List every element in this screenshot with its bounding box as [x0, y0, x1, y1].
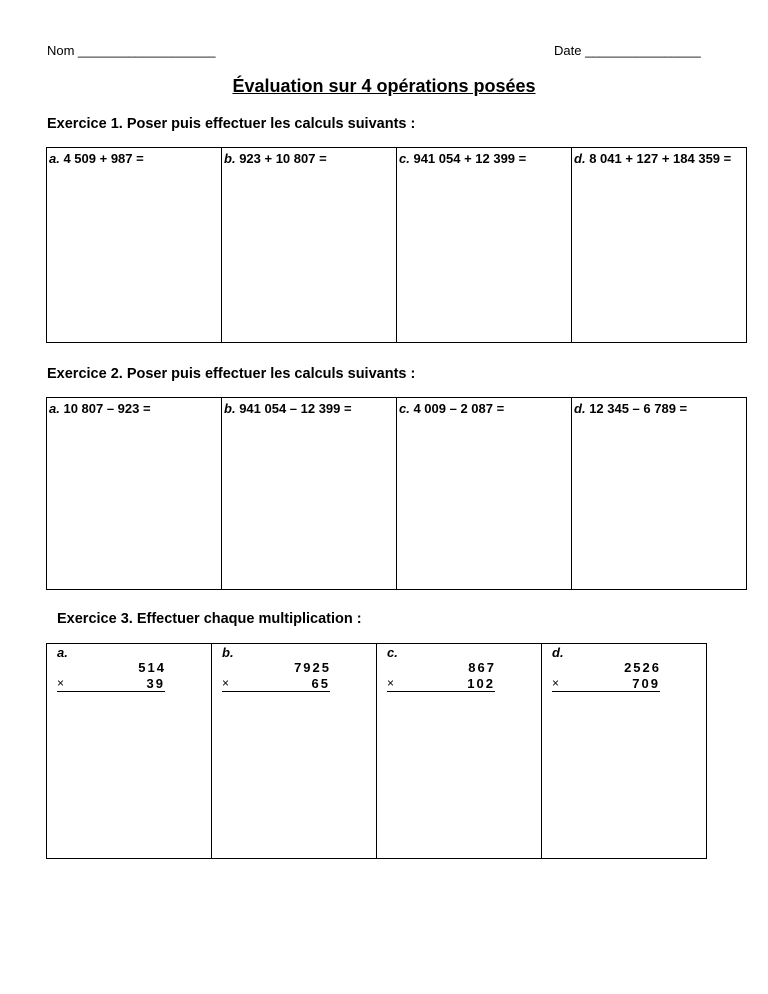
exercise-1-cell-c[interactable]: c. 941 054 + 12 399 = [397, 148, 572, 343]
multiplier: 709 [632, 676, 660, 691]
multiplicand: 867 [468, 660, 496, 675]
item-label: b. [222, 645, 234, 660]
exercise-3-cell-b[interactable] [212, 644, 377, 859]
item-label: c. [387, 645, 398, 660]
exercise-3-grid [46, 643, 707, 859]
exercise-2-grid [46, 397, 747, 590]
times-icon: × [222, 676, 230, 690]
exercise-2-cell-c[interactable]: c. 4 009 – 2 087 = [397, 398, 572, 590]
multiplier-line [57, 675, 165, 692]
multiplier: 39 [146, 676, 165, 691]
multiplier: 102 [467, 676, 495, 691]
exercise-1-cell-b[interactable]: b. 923 + 10 807 = [222, 148, 397, 343]
multiplier-line [552, 675, 660, 692]
exercise-1-title: Exercice 1. Poser puis effectuer les calculs suivants : [47, 116, 416, 132]
item-label: d. [552, 645, 564, 660]
name-field[interactable]: Nom ___________________ [47, 43, 216, 58]
exercise-3-cell-a[interactable] [47, 644, 212, 859]
multiplicand: 2526 [624, 660, 661, 675]
exercise-2-cell-a[interactable]: a. 10 807 – 923 = [47, 398, 222, 590]
exercise-3-title: Exercice 3. Effectuer chaque multiplication : [57, 611, 362, 627]
exercise-2-title: Exercice 2. Poser puis effectuer les calculs suivants : [47, 366, 416, 382]
item-label: a. [57, 645, 68, 660]
page-title: Évaluation sur 4 opérations posées [232, 76, 536, 96]
exercise-1-grid [46, 147, 747, 343]
exercise-2-cell-b[interactable]: b. 941 054 – 12 399 = [222, 398, 397, 590]
times-icon: × [57, 676, 65, 690]
exercise-3-cell-d[interactable] [542, 644, 707, 859]
times-icon: × [552, 676, 560, 690]
exercise-3-cell-c[interactable] [377, 644, 542, 859]
multiplicand: 514 [138, 660, 166, 675]
exercise-1-cell-d[interactable]: d. 8 041 + 127 + 184 359 = [572, 148, 747, 343]
multiplicand: 7925 [294, 660, 331, 675]
exercise-2-cell-d[interactable]: d. 12 345 – 6 789 = [572, 398, 747, 590]
multiplier: 65 [311, 676, 330, 691]
multiplier-line [387, 675, 495, 692]
multiplier-line [222, 675, 330, 692]
date-field[interactable]: Date ________________ [554, 43, 701, 58]
exercise-1-cell-a[interactable]: a. 4 509 + 987 = [47, 148, 222, 343]
times-icon: × [387, 676, 395, 690]
